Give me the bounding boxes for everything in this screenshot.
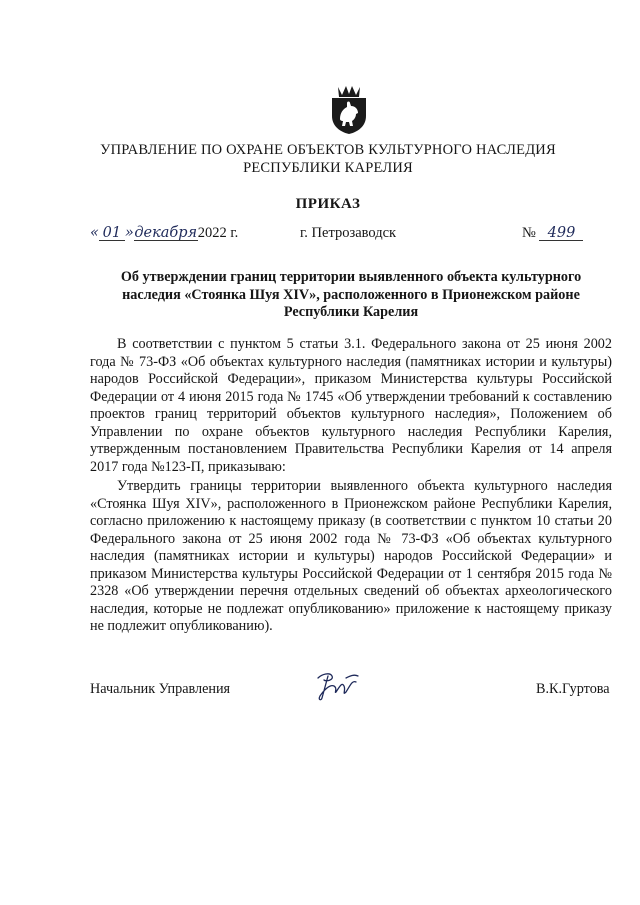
resolution-paragraph: Утвердить границы территории выявленного объекта культурного наследия «Стоянка Шуя XIV», расположенного в Прионежском районе Республики Карелия, согласно приложению к настоящему приказу (в соответствии с пунктом 10 статьи 20 Федерального закона от 25 июня 2002 года № 73-ФЗ «Об объектах культурного наследия (памятниках истории и культуры) народов Российской Федерации» и приказом Министерства культуры Российской Федерации от 1 сентября 2015 года № 2328 «Об утверждении перечня отдельных сведений об объектах археологического наследия, которые не подлежат опубликованию» приложение к настоящему приказу не подлежит опубликованию).: [90, 478, 612, 634]
order-number-label: №: [522, 225, 536, 241]
organization-name-line2: РЕСПУБЛИКИ КАРЕЛИЯ: [243, 160, 413, 176]
karelia-coat-of-arms-icon: [328, 83, 370, 135]
date-open-quote: «: [90, 225, 99, 241]
preamble-paragraph: В соответствии с пунктом 5 статьи 3.1. Федерального закона от 25 июня 2002 года № 73-ФЗ «Об объектах культурного наследия (памятниках истории и культуры) народов Российской Федерации», приказом Министерства культуры Российской Федерации от 4 июня 2015 года № 1745 «Об утверждении требований к составлению проектов границ территорий объектов культурного наследия», Положением об Управлении по охране объектов культурного наследия Республики Карелия, утвержденным постановлением Правительства Республики Карелия от 14 апреля 2017 года №123-П, приказываю:: [90, 336, 612, 475]
date-month-field: декабря: [134, 225, 198, 241]
order-city: г. Петрозаводск: [300, 225, 397, 241]
date-close-quote: »: [124, 225, 134, 241]
order-number: [522, 225, 583, 242]
date-day-field: 01: [99, 226, 125, 241]
signatory-name: В.К.Гуртова: [536, 681, 610, 697]
signatory-position: Начальник Управления: [90, 681, 231, 697]
order-subject: Об утверждении границ территории выявленного объекта культурного наследия «Стоянка Шуя XIV», расположенного в Прионежском районе Республики Карелия: [120, 269, 582, 320]
date-year: 2022 г.: [197, 225, 239, 241]
handwritten-signature-icon: [312, 668, 362, 704]
order-date: [90, 225, 238, 242]
document-type-title: ПРИКАЗ: [295, 196, 361, 212]
organization-name-line1: УПРАВЛЕНИЕ ПО ОХРАНЕ ОБЪЕКТОВ КУЛЬТУРНОГО НАСЛЕДИЯ: [100, 142, 556, 158]
order-number-field: 499: [539, 226, 583, 241]
